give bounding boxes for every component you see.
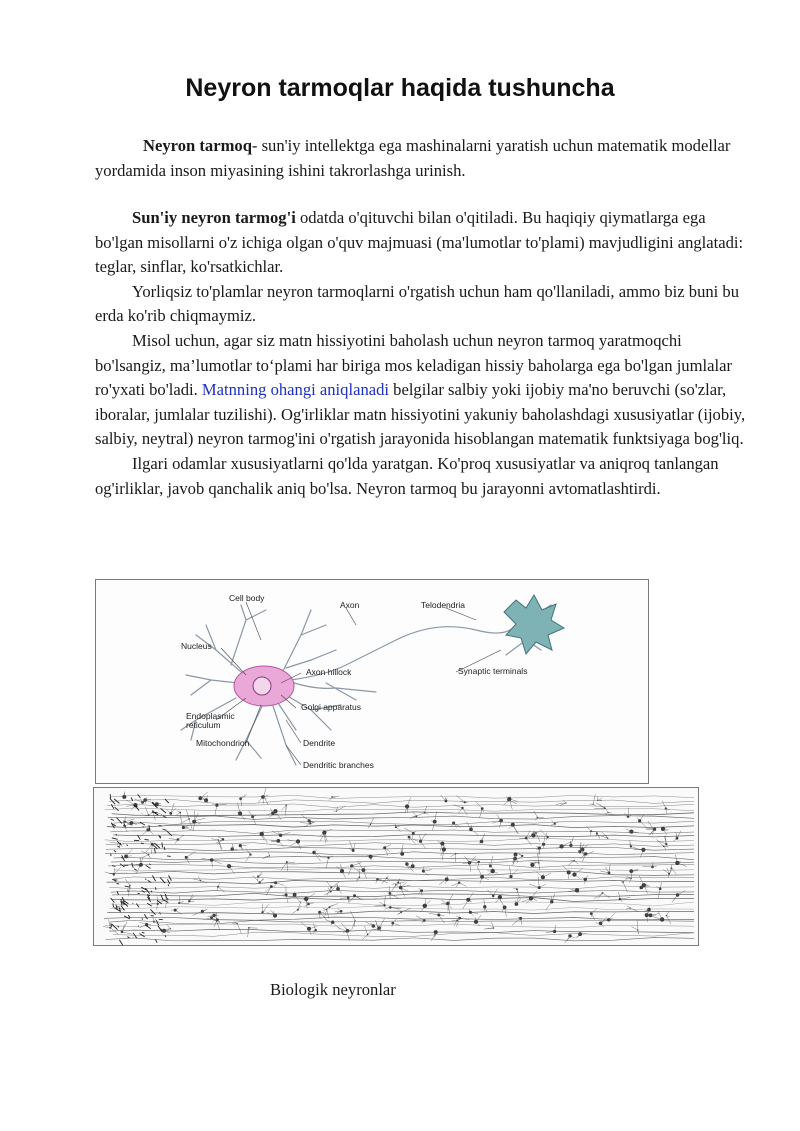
paragraph-definition xyxy=(95,134,755,183)
paragraph-features: Ilgari odamlar xususiyatlarni qo'lda yaratgan. Ko'proq xususiyatlar va aniqroq tanlangan og'irliklar, javob qanchalik aniq bo'lsa. Neyron tarmoq bu jarayonni avtomatlashtirdi. xyxy=(95,453,719,498)
paragraph-body xyxy=(95,206,755,501)
label-nucleus: Nucleus xyxy=(181,641,212,651)
neural-tissue-illustration xyxy=(94,788,698,945)
term-sun-iy-neyron-tarmogi: Sun'iy neyron tarmog'i xyxy=(132,208,296,227)
label-dendrite: Dendrite xyxy=(303,738,336,748)
label-er: Endoplasmic reticulum xyxy=(186,711,235,730)
paragraph-unlabeled: Yorliqsiz to'plamlar neyron tarmoqlarni o'rgatish uchun ham qo'llaniladi, ammo biz buni bu erda ko'rib chiqmaymiz. xyxy=(95,281,740,326)
page-title: Neyron tarmoqlar haqida tushuncha xyxy=(185,74,615,102)
label-synaptic-terminals: Synaptic terminals xyxy=(458,666,528,676)
label-cell-body: Cell body xyxy=(229,593,265,603)
figure-caption: Biologik neyronlar xyxy=(270,980,396,999)
example-text-2: belgilar salbiy yoki ijobiy ma'no beruvchi (so'zlar, iboralar, jumlalar tuzilishi). Og'irliklar matn hissiyotini yakuniy baholashdagi xususiyatlar (ijobiy, salbiy, neytral) neyron tarmog'ini o'rgatish jarayonida hisoblangan matematik funktsiyaga bog'liq. xyxy=(95,380,746,449)
target-cell-shape xyxy=(504,595,564,654)
nucleus-shape xyxy=(253,677,271,695)
example-text-1: Misol uchun, agar siz matn hissiyotini baholash uchun neyron tarmoq yaratmoqchi bo'lsangiz, ma’lumotlar to‘plami har biriga mos keladigan hissiy baholarga ega bo'lgan jumlalar ro'yxati bo'ladi. xyxy=(95,330,732,400)
biological-neurons-image xyxy=(93,787,699,946)
term-neyron-tarmoq: Neyron tarmoq xyxy=(143,136,252,155)
label-telodendria: Telodendria xyxy=(421,600,465,610)
label-mitochondrion: Mitochondrion xyxy=(196,738,250,748)
paragraph-example xyxy=(95,329,755,452)
label-golgi: Golgi apparatus xyxy=(301,702,362,712)
tone-link[interactable]: Matnning ohangi aniqlanadi xyxy=(201,380,390,400)
neuron-diagram xyxy=(95,579,649,784)
paragraph-supervised xyxy=(95,206,755,280)
label-axon: Axon xyxy=(340,600,360,610)
label-dendritic-branches: Dendritic branches xyxy=(303,760,374,770)
supervised-text: odatda o'qituvchi bilan o'qitiladi. Bu haqiqiy qiymatlarga ega bo'lgan misollarni o'z ichiga olgan o'quv majmuasi (ma'lumotlar to'plami) mavjudligini anglatadi: teglar, sinflar, ko'rsatkichlar. xyxy=(95,208,744,277)
definition-text: - sun'iy intellektga ega mashinalarni yaratish uchun matematik modellar yordamida inson miyasining ishini takrorlashga urinish. xyxy=(95,136,731,180)
label-axon-hillock: Axon hillock xyxy=(306,667,352,677)
neuron-illustration xyxy=(96,580,648,783)
